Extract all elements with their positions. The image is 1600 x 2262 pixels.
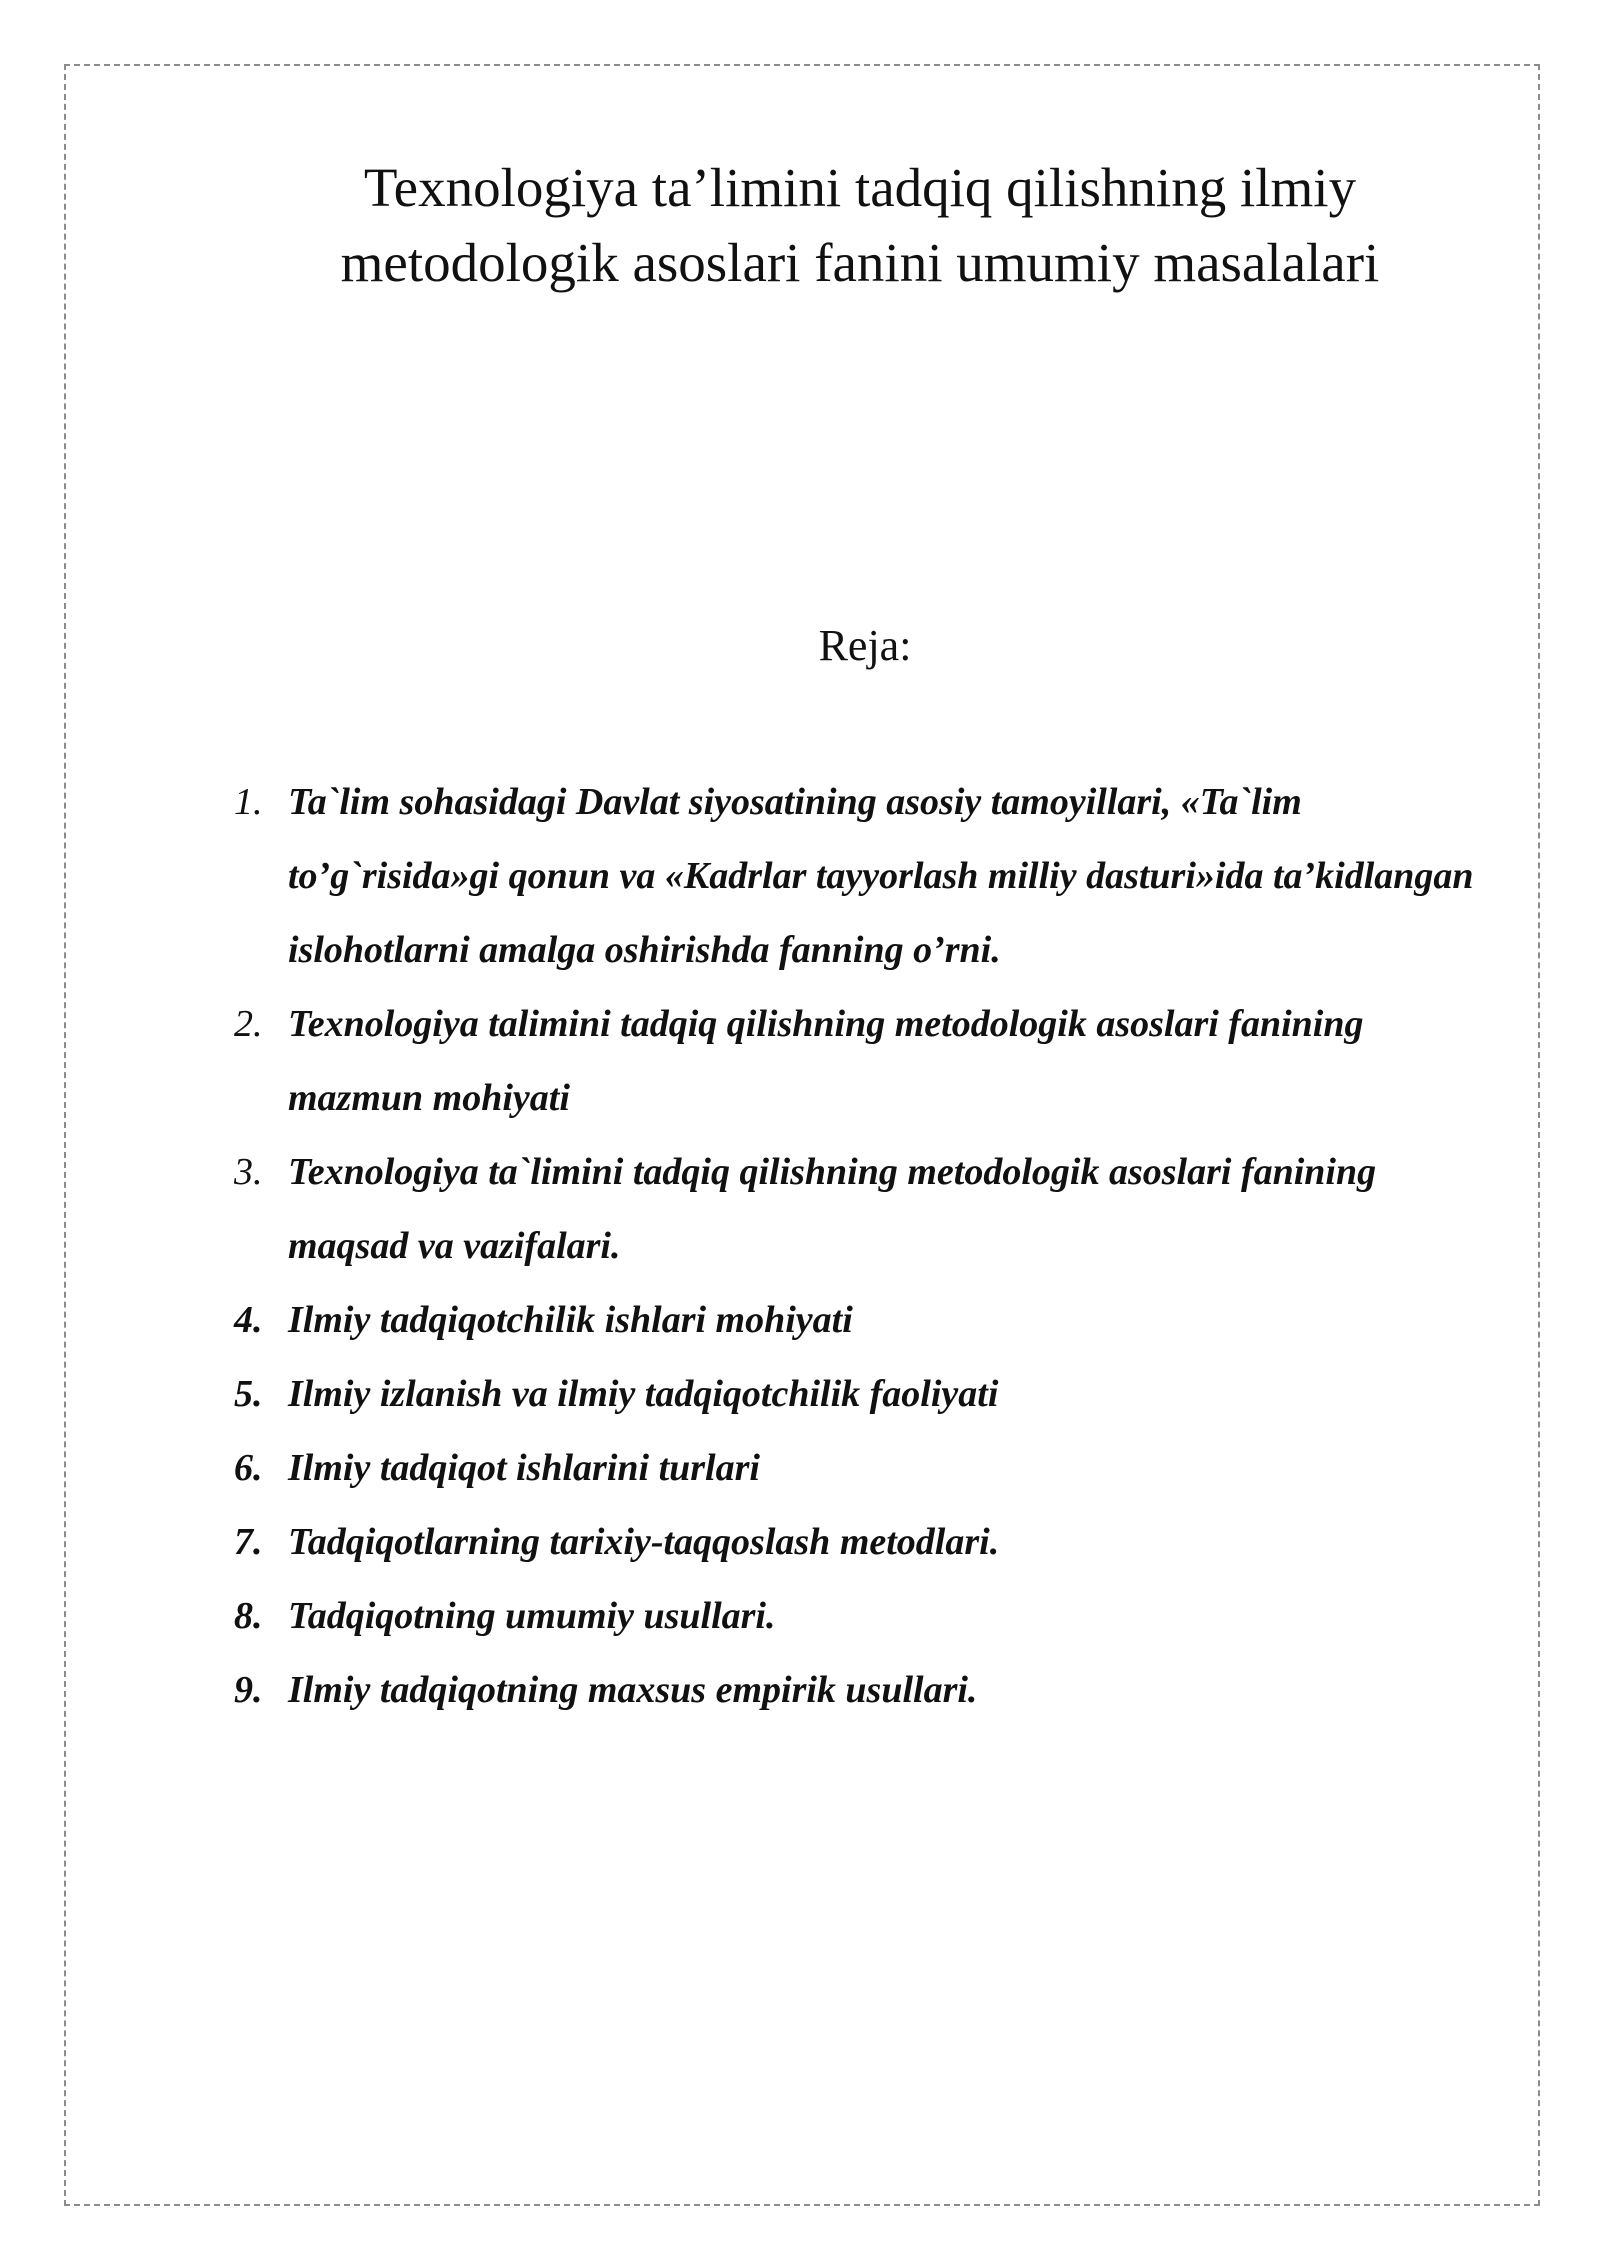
- plan-item-text: Texnologiya ta`limini tadqiq qilishning metodologik asoslari fanining maqsad va vazifalari.: [288, 1151, 1377, 1267]
- plan-item-text: Tadqiqotlarning tarixiy-taqqoslash metodlari.: [288, 1521, 1000, 1563]
- plan-item-number: 1.: [234, 781, 263, 823]
- plan-list: [234, 765, 1484, 1727]
- plan-item-text: Tadqiqotning umumiy usullari.: [288, 1595, 776, 1637]
- plan-item-number: 4.: [234, 1299, 263, 1341]
- title-line-1: Texnologiya ta’limini tadqiq qilishning ilmiy: [363, 157, 1357, 218]
- plan-item-5: [234, 1357, 1484, 1431]
- plan-item-9: [234, 1653, 1484, 1727]
- plan-item-number: 5.: [234, 1373, 263, 1415]
- plan-item-text: Ilmiy izlanish va ilmiy tadqiqotchilik faoliyati: [288, 1373, 999, 1415]
- title-line-2: metodologik asoslari fanini umumiy masalalari: [340, 232, 1380, 293]
- plan-item-number: 3.: [234, 1151, 263, 1193]
- plan-item-text: Ilmiy tadqiqot ishlarini turlari: [288, 1447, 760, 1489]
- plan-item-number: 6.: [234, 1447, 263, 1489]
- plan-item-7: [234, 1505, 1484, 1579]
- document-title: [220, 150, 1500, 300]
- plan-item-2: [234, 987, 1484, 1135]
- plan-item-number: 2.: [234, 1003, 263, 1045]
- plan-item-text: Ilmiy tadqiqotchilik ishlari mohiyati: [288, 1299, 853, 1341]
- plan-item-text: Ilmiy tadqiqotning maxsus empirik usullari.: [288, 1669, 978, 1711]
- plan-heading: Reja:: [818, 621, 912, 670]
- plan-item-4: [234, 1283, 1484, 1357]
- plan-item-text: Ta`lim sohasidagi Davlat siyosatining asosiy tamoyillari, «Ta`lim to’g`risida»gi qonun va «Kadrlar tayyorlash milliy dasturi»ida ta’kidlangan islohotlarni amalga oshirishda fanning o’rni.: [288, 781, 1474, 971]
- plan-item-1: [234, 765, 1484, 987]
- plan-item-6: [234, 1431, 1484, 1505]
- plan-item-number: 7.: [234, 1521, 263, 1563]
- plan-item-text: Texnologiya talimini tadqiq qilishning metodologik asoslari fanining mazmun mohiyati: [288, 1003, 1364, 1119]
- plan-item-number: 8.: [234, 1595, 263, 1637]
- plan-item-number: 9.: [234, 1669, 263, 1711]
- plan-item-8: [234, 1579, 1484, 1653]
- plan-item-3: [234, 1135, 1484, 1283]
